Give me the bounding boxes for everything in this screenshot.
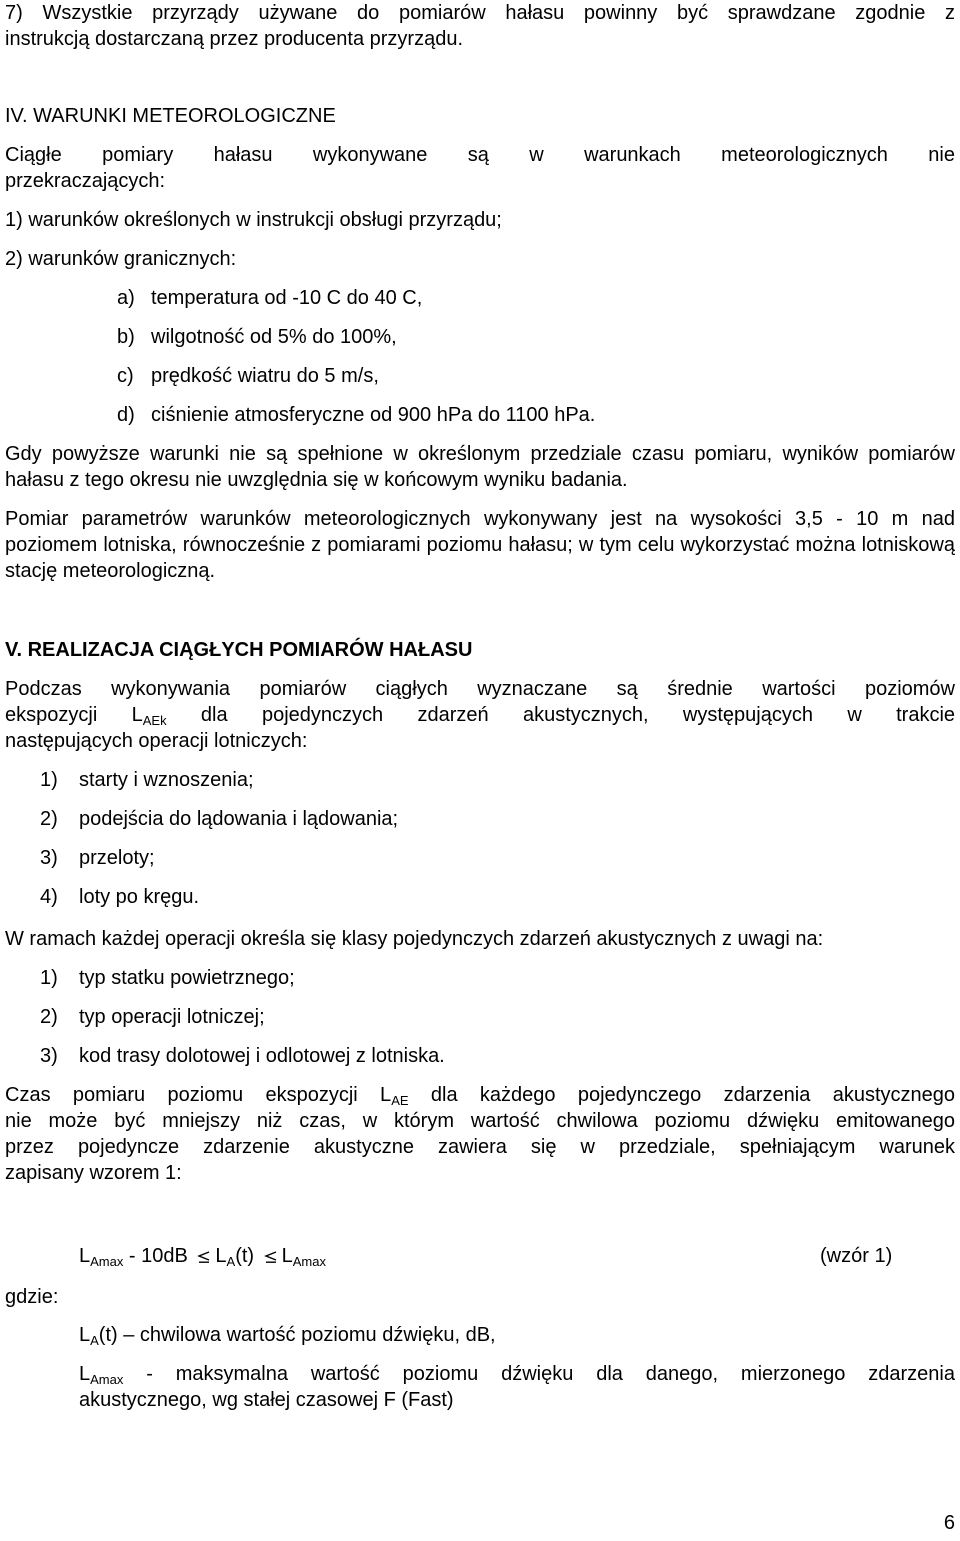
section4-intro-line1: Ciągłe pomiary hałasu wykonywane są w warunkach meteorologicznych nie bbox=[5, 144, 955, 166]
section4-para2: Pomiar parametrów warunków meteorologicznych wykonywany jest na wysokości 3,5 - 10 m nad poziomem lotniska, równocześnie z pomiarami poziomu hałasu; w tym celu wykorzystać można lotniskową stację meteorologiczną. bbox=[5, 508, 955, 582]
subitem-label: b) bbox=[117, 326, 135, 348]
class-num: 3) bbox=[40, 1045, 58, 1067]
section5-heading: V. REALIZACJA CIĄGŁYCH POMIARÓW HAŁASU bbox=[5, 639, 473, 661]
formula-text: - 10dB bbox=[123, 1245, 194, 1267]
subitem-label: a) bbox=[117, 287, 135, 309]
op-text: starty i wznoszenia; bbox=[79, 769, 254, 791]
op-item-1 bbox=[40, 767, 940, 793]
time-para-line3: przez pojedyncze zdarzenie akustyczne zawiera się w przedziale, spełniającym warunek bbox=[5, 1136, 955, 1158]
subitem-text: prędkość wiatru do 5 m/s, bbox=[151, 365, 379, 387]
class-text: typ statku powietrznego; bbox=[79, 967, 295, 989]
where-label: gdzie: bbox=[5, 1286, 59, 1308]
op-item-3 bbox=[40, 845, 940, 871]
section5-intro-line3: następujących operacji lotniczych: bbox=[5, 730, 308, 752]
formula-symbol: L bbox=[281, 1245, 293, 1267]
formula-symbol: L bbox=[215, 1245, 227, 1267]
subitem-text: temperatura od -10 C do 40 C, bbox=[151, 287, 423, 309]
class-item-2 bbox=[40, 1004, 940, 1030]
def-symbol: L bbox=[79, 1324, 91, 1346]
formula-label: (wzór 1) bbox=[820, 1245, 893, 1267]
class-text: typ operacji lotniczej; bbox=[79, 1006, 265, 1028]
definition-2-line1 bbox=[79, 1361, 955, 1387]
formula bbox=[79, 1243, 779, 1269]
op-text: loty po kręgu. bbox=[79, 886, 200, 908]
classes-intro: W ramach każdej operacji określa się klasy pojedynczych zdarzeń akustycznych z uwagi na: bbox=[5, 928, 824, 950]
section4-item-1: 1) warunków określonych w instrukcji obsługi przyrządu; bbox=[5, 209, 502, 231]
subitem-c bbox=[117, 363, 937, 389]
op-item-2 bbox=[40, 806, 940, 832]
subitem-text: ciśnienie atmosferyczne od 900 hPa do 1100 hPa. bbox=[151, 404, 596, 426]
subitem-a bbox=[117, 285, 937, 311]
subscript: Amax bbox=[90, 1372, 124, 1387]
class-item-1 bbox=[40, 965, 940, 991]
time-para-line2: nie może być mniejszy niż czas, w którym wartość chwilowa poziomu dźwięku emitowanego bbox=[5, 1110, 955, 1132]
subitem-label: c) bbox=[117, 365, 134, 387]
op-item-4 bbox=[40, 884, 940, 910]
text-fragment: ekspozycji L bbox=[5, 704, 143, 726]
def-text: - maksymalna wartość poziomu dźwięku dla danego, mierzonego zdarzenia bbox=[123, 1363, 955, 1385]
formula-text: (t) bbox=[235, 1245, 260, 1267]
time-para-line4: zapisany wzorem 1: bbox=[5, 1162, 182, 1184]
subitem-b bbox=[117, 324, 937, 350]
class-num: 1) bbox=[40, 967, 58, 989]
section4-heading: IV. WARUNKI METEOROLOGICZNE bbox=[5, 105, 336, 127]
op-num: 3) bbox=[40, 847, 58, 869]
def-symbol: L bbox=[79, 1363, 91, 1385]
definition-1 bbox=[79, 1322, 949, 1348]
text-fragment: dla pojedynczych zdarzeń akustycznych, występujących w trakcie bbox=[166, 704, 956, 726]
subscript: AE bbox=[391, 1093, 409, 1108]
definition-2-line2: akustycznego, wg stałej czasowej F (Fast) bbox=[79, 1389, 454, 1411]
op-num: 1) bbox=[40, 769, 58, 791]
subscript: Amax bbox=[292, 1254, 326, 1269]
op-text: przeloty; bbox=[79, 847, 155, 869]
p7-line2: instrukcją dostarczaną przez producenta przyrządu. bbox=[5, 28, 464, 50]
text-fragment: dla każdego pojedynczego zdarzenia akustycznego bbox=[408, 1084, 956, 1106]
subscript: A bbox=[226, 1254, 236, 1269]
section4-intro-line2: przekraczających: bbox=[5, 170, 166, 192]
section4-item-2: 2) warunków granicznych: bbox=[5, 248, 237, 270]
section4-para1: Gdy powyższe warunki nie są spełnione w określonym przedziale czasu pomiaru, wyników pomiarów hałasu z tego okresu nie uwzględnia się w końcowym wyniku badania. bbox=[5, 443, 955, 491]
page-number: 6 bbox=[943, 1512, 955, 1534]
subscript: Amax bbox=[90, 1254, 124, 1269]
class-item-3 bbox=[40, 1043, 940, 1069]
less-equal-icon bbox=[197, 1251, 211, 1263]
time-para-line1 bbox=[5, 1082, 955, 1108]
text-fragment: Czas pomiaru poziomu ekspozycji L bbox=[5, 1084, 392, 1106]
op-num: 4) bbox=[40, 886, 58, 908]
section5-intro-line2 bbox=[5, 702, 955, 728]
formula-symbol: L bbox=[79, 1245, 91, 1267]
subscript: A bbox=[90, 1333, 99, 1348]
section5-intro-line1: Podczas wykonywania pomiarów ciągłych wyznaczane są średnie wartości poziomów bbox=[5, 678, 955, 700]
def-text: (t) – chwilowa wartość poziomu dźwięku, dB, bbox=[98, 1324, 496, 1346]
subitem-d bbox=[117, 402, 937, 428]
op-num: 2) bbox=[40, 808, 58, 830]
subscript: AEk bbox=[142, 713, 167, 728]
subitem-label: d) bbox=[117, 404, 135, 426]
class-text: kod trasy dolotowej i odlotowej z lotniska. bbox=[79, 1045, 445, 1067]
p7-line1: 7) Wszystkie przyrządy używane do pomiarów hałasu powinny być sprawdzane zgodnie z bbox=[5, 2, 955, 24]
op-text: podejścia do lądowania i lądowania; bbox=[79, 808, 399, 830]
subitem-text: wilgotność od 5% do 100%, bbox=[151, 326, 397, 348]
less-equal-icon bbox=[264, 1251, 278, 1263]
class-num: 2) bbox=[40, 1006, 58, 1028]
